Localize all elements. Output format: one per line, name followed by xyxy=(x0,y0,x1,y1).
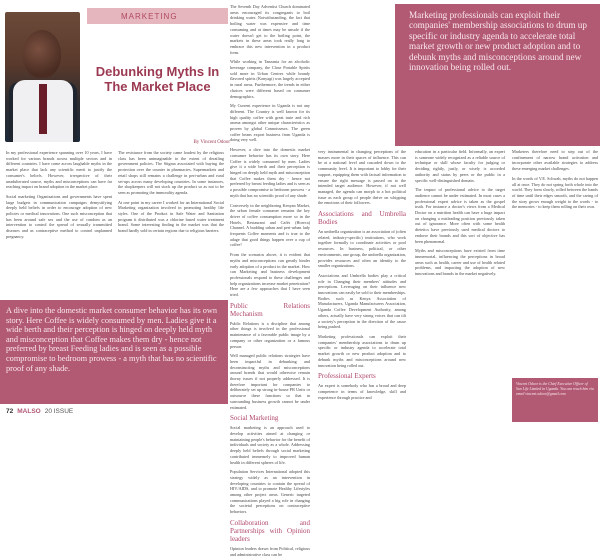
page-number: 72 xyxy=(6,408,14,415)
subheading-public-relations: Public Relations Mechanism xyxy=(230,301,310,318)
photo-face xyxy=(23,30,61,78)
column-5 xyxy=(415,149,505,419)
subheading-collaboration: Collaboration and Partnerships with Opinion leaders xyxy=(230,518,310,543)
author-bio-box: Vincent Odoor is the Chief Executive Officer of Sun Life Limited in Uganda. You can reach him via email vincent.odoor@gmail.com xyxy=(512,378,598,422)
column-4 xyxy=(318,149,406,419)
paragraph: Marketing professionals can exploit their companies' membership associations to drum up specific or industry agenda to accelerate total market growth or new product adoption and to debunk myths and misconceptions around new innovation being rolled out. xyxy=(318,333,406,368)
subheading-associations: Associations and Umbrella Bodies xyxy=(318,210,406,227)
photo-tie xyxy=(39,84,47,134)
section-kicker: MARKETING xyxy=(87,8,228,24)
paragraph: However, a dive into the domestic market consumer behavior has its own story. Here Coffee is widely consumed by men. Ladies give it a wide berth and their perception is hinged on deeply held myth and misconception that Coffee makes them dry - hence not preferred by breast feeding ladies and is seen as a possible compromise to bedroom prowess - a myth that has no scientific proof of any shade. xyxy=(230,147,310,198)
paragraph: The impact of professional advice to the target audience cannot be under estimated. In most cases a professional expert advice is taken as the gospel truth. For instance a doctor's views from a Medical Doctor on a nutrition health can have a huge impact on changing a misleading position previously taken out of ignorance. More often with some health dietetics have previously used medical doctors to endorse their brands and this sort of objective has been phenomenal. xyxy=(415,187,505,244)
paragraph: At one point in my career I worked for an International Social Marketing organization involved in promoting healthy life styles. One of the Product in Safe Water and Sanitation program it distributed was a chlorine based water treatment brand. Some interesting finding in the market was that the brand hardly sold in certain regions due to religious barriers. xyxy=(118,199,224,234)
subheading-professional-experts: Professional Experts xyxy=(318,372,376,381)
author-photo xyxy=(5,12,80,142)
article-title: Debunking Myths In The Market Place xyxy=(95,64,220,94)
magazine-name: MALSO xyxy=(17,408,41,415)
article-byline: By Vincent Odoor xyxy=(193,140,230,145)
column-2 xyxy=(118,150,224,296)
issue-label: 20 ISSUE xyxy=(44,408,74,415)
column-6 xyxy=(512,149,598,374)
paragraph: In the words of V.E. Schwab, myths do not happen all at once. They do not spring forth whole into the world. They form slowly, rolled between the hands of time until their edges smooth, and the caring of the story grows enough weight to the words - to the memories - to keep them rolling on their own. xyxy=(512,175,598,210)
column-1 xyxy=(6,150,112,296)
paragraph: Associations and Umbrella bodies play a critical role in Changing their members' attitudes and perceptions. Leveraging on their influence new innovations can easily be sold to their memberships. Bodies such as Kenya Association of Manufacturers, Uganda Manufacturers Association, Uganda Coffee Development Authority, among others, actually have very strong voices that can tilt a society's perception in the direction of the cause being pushed. xyxy=(318,272,406,330)
paragraph: Opinion leaders drawn from Political, religious and administrative class can be xyxy=(230,545,310,557)
paragraph: Well managed public relations strategies have been impactful in debunking and deconstructing myths and misconceptions around brands that would otherwise remain thorny issues if not properly addressed. It is therefore important for companies to deliberately set up strong in-house PR Units or outsource these functions so that in surrounding business growth cannot be under estimated. xyxy=(230,353,310,410)
paragraph: In my professional experience spanning over 10 years, I have worked for various brands across multiple sectors and in different countries. I have come across laughable myths in the market place that lack any scientific merit to justify the consumer's beliefs. However, irrespective of their unadulterated source, myths and misconceptions can have far reaching impact on brand adoption in the market place. xyxy=(6,150,112,190)
paragraph: Myths and misconceptions have existed from time immemorial, influencing the perceptions in broad areas such as health, career and use of health related problems, and impacting the adoption of new innovations and brands in the market negatively. xyxy=(415,248,505,277)
paragraph: Marketers therefore need to step out of the confinement of narrow brand activation and incorporate other available strategies to address these emerging market challenges. xyxy=(512,149,598,172)
paragraph: While working in Tanzania for an alcoholic beverage company, the Close Portable Spirits sold more in Urban Centres while brandy flavored spirits (Konyagi) was largely accepted in rural areas. Furthermore, the trends in either choices were different based on consumer demographics. xyxy=(230,59,310,99)
paragraph: very instrumental in changing perceptions of the masses more in their spaces of influence. This can be at a national level and cascaded down to the community level. It is important to lobby for their support, equipping them with factual information to ensure the right message is passed on to the intended target audience. However, if not well managed, the agenda can morph to a hot political issue as each group of people thrive on whipping the emotions of their followers. xyxy=(318,149,406,206)
paragraph: Conversely in the neighboring Kenyan Market, the urban female consumer remains the key driver of coffee consumption more so in the Hotels, Restaurant and Cafés (Horeca) Channel. A budding urban and peri-urban lady frequents Coffee moments and is true to the adage that good things happen over a cup of coffee! xyxy=(230,202,310,248)
paragraph: Population Services International adopted this strategy widely as an intervention in developing countries to contain the spread of HIV/AIDS, and to promote Healthy Lifestyles among other project areas. Generic targeted communications played a big role in changing the societal perceptions on contraceptive behaviors. xyxy=(230,469,310,515)
paragraph: An umbrella organization is an association of (often related, industry-specific) institutions, who work together formally to coordinate activities or pool resources. In business, political, or other environments, one group, the umbrella organization, provides resources and often an identity to the smaller organizations. xyxy=(318,229,406,269)
paragraph: Social marketing Organizations and governments have spent large budgets in communication campaigns demystifying deeply held beliefs in order to encourage adoption of new policies or medical innovations. One such misconception that has been around safe sex and the use of condom as an intervention to control the spread of sexually transmitted diseases and as contraceptive method to control unplanned pregnancy. xyxy=(6,193,112,239)
paragraph: education in a particular field. Informally, an expert is someone widely recognized as a reliable source of technique or skill whose faculty for judging or deciding rightly, justly, or wisely is accorded authority and status by peers or the public in a specific well-distinguished domain. xyxy=(415,149,505,183)
paragraph: An expert is somebody who has a broad and deep competence in terms of knowledge, skill and experience through practice and xyxy=(318,383,406,400)
paragraph: Public Relations is a discipline that among other things is involved in the professional maintenance of a favorable public image by a company or other organization or a famous person. xyxy=(230,320,310,349)
page-folio xyxy=(6,408,73,415)
paragraph: Social marketing is an approach used to develop activities aimed at changing or maintaining people's behavior for the benefit of individuals and society as a whole. Addressing deeply held beliefs through social marketing contributed immensely to improved human health in different spheres of life. xyxy=(230,425,310,465)
subheading-social-marketing: Social Marketing xyxy=(230,414,279,423)
paragraph: From the scenarios above, it is evident that myths and misconceptions can greatly hinder early adoption of a product in the market. How can Marketing and business development professionals respond to these challenges and help organizations increase market penetration? Here are a few approaches that I have seen tried. xyxy=(230,252,310,298)
paragraph: The resistance from the society came loudest by the religious class has been unimaginable to the extent of derailing government policies. The Stigma associated with buying the protection over the counter in pharmacies, Supermarkets and retail shops still remains a challenge in peri-urban and rural set-ups across many developing countries. In some instances, the shopkeepers will not stock up the product so as not to be seen as promoting the immorality agenda. xyxy=(118,150,224,195)
pullquote-right: Marketing professionals can exploit their companies' membership associations to drum up specific or industry agenda to accelerate total market growth or new product adoption and to debunk myths and misconceptions around new innovation being rolled out. xyxy=(395,4,600,146)
column-3 xyxy=(230,4,310,557)
pullquote-left: A dive into the domestic market consumer behavior has its own story. Here Coffee is widely consumed by men. Ladies give it a wide berth and their perception is hinged on deeply held myth and misconception that Coffee makes them dry - hence not preferred by breast Feeding ladies and is seen as a possible compromise to bedroom prowess - a myth that has no scientific proof of any shade. xyxy=(0,300,228,404)
paragraph: The Seventh Day Adventist Church dominated areas encouraged its congregants to boil drinking water. Notwithstanding, the fact that boiling water was expensive and time consuming and at times may be unsafe if the water doesn't get to the boiling point, the markets in these areas took really long to embrace this new intervention in a product form. xyxy=(230,4,310,55)
paragraph: My Current experience in Uganda is not any different. The Country is well known for its high quality coffee with great taste and rich aroma amongst other unique characteristics as proven by global Connoisseurs. The green coffee beans export business from Uganda is doing very well. xyxy=(230,103,310,143)
